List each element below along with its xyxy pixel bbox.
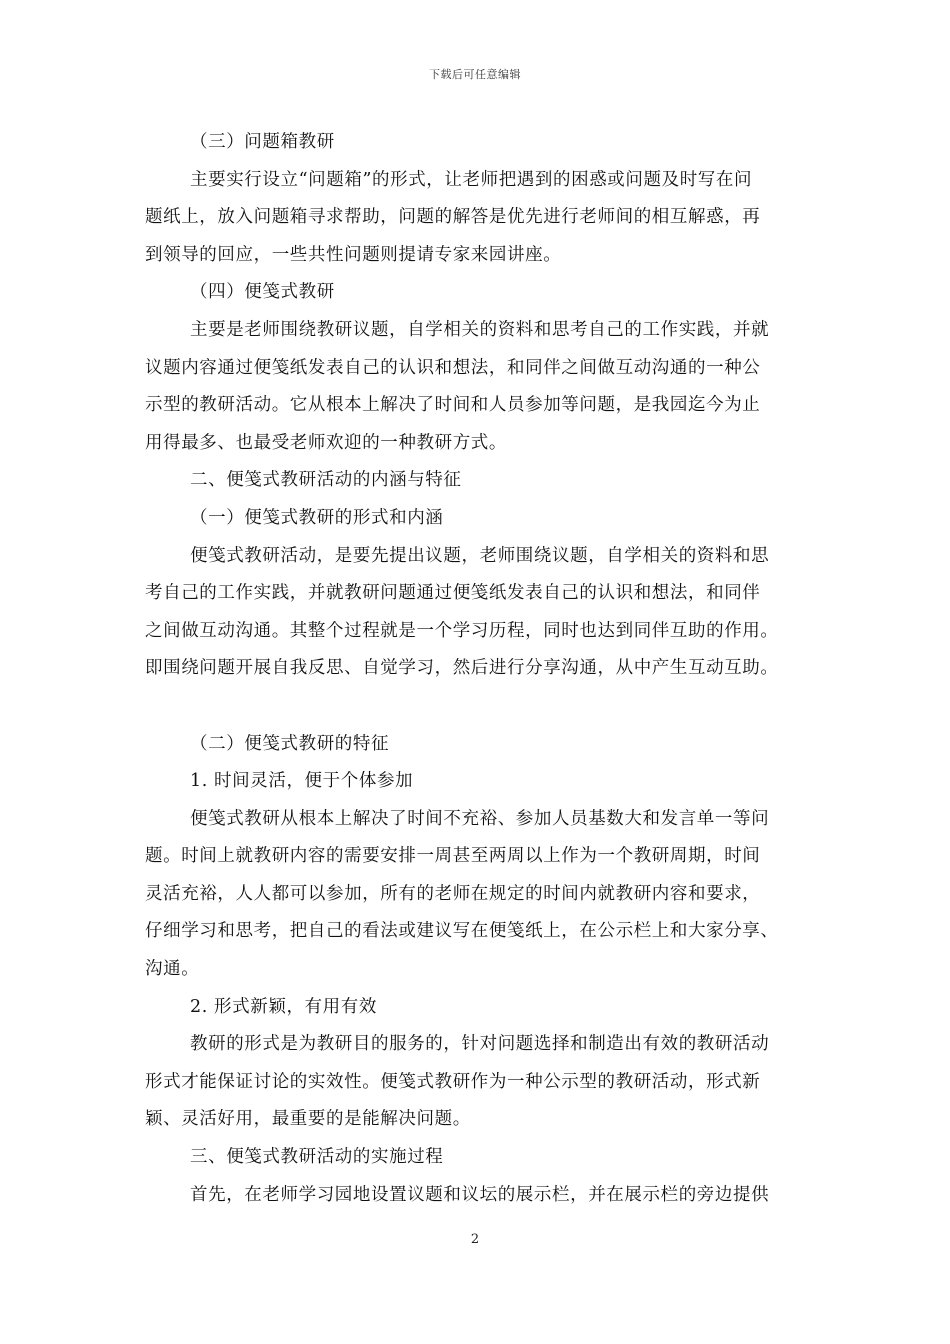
paragraph-line: 题。时间上就教研内容的需要安排一周甚至两周以上作为一个教研周期，时间	[145, 846, 761, 867]
paragraph-line: 之间做互动沟通。其整个过程就是一个学习历程，同时也达到同伴互助的作用。	[145, 620, 779, 641]
paragraph-line: 沟通。	[145, 959, 200, 980]
section-heading: （三）问题箱教研	[190, 132, 335, 152]
section-heading: （一）便笺式教研的形式和内涵	[190, 507, 444, 528]
section-heading: 三、便笺式教研活动的实施过程	[190, 1147, 444, 1168]
paragraph-line: 首先，在老师学习园地设置议题和议坛的展示栏，并在展示栏的旁边提供	[190, 1184, 770, 1205]
paragraph-line: 示型的教研活动。它从根本上解决了时间和人员参加等问题，是我园迄今为止	[145, 395, 761, 416]
page-header-note: 下载后可任意编辑	[429, 68, 521, 81]
numbered-heading: 1. 时间灵活，便于个体参加	[190, 771, 414, 792]
paragraph-line: 题纸上，放入问题箱寻求帮助，问题的解答是优先进行老师间的相互解惑，再	[145, 207, 761, 228]
paragraph-line: 仔细学习和思考，把自己的看法或建议写在便笺纸上，在公示栏上和大家分享、	[145, 921, 779, 942]
paragraph-line: 便笺式教研活动，是要先提出议题，老师围绕议题，自学相关的资料和思	[190, 545, 770, 566]
paragraph-line: 议题内容通过便笺纸发表自己的认识和想法，和同伴之间做互动沟通的一种公	[145, 357, 761, 378]
numbered-heading: 2. 形式新颖，有用有效	[190, 996, 377, 1017]
paragraph-line: 用得最多、也最受老师欢迎的一种教研方式。	[145, 432, 507, 453]
paragraph-line: 到领导的回应，一些共性问题则提请专家来园讲座。	[145, 244, 562, 265]
paragraph-line: 考自己的工作实践，并就教研问题通过便笺纸发表自己的认识和想法，和同伴	[145, 583, 761, 604]
paragraph-line: 灵活充裕，人人都可以参加，所有的老师在规定的时间内就教研内容和要求，	[145, 883, 761, 904]
paragraph-line: 主要实行设立“问题箱”的形式，让老师把遇到的困惑或问题及时写在问	[190, 169, 753, 190]
document-body	[145, 124, 810, 1214]
paragraph-line: 便笺式教研从根本上解决了时间不充裕、参加人员基数大和发言单一等问	[190, 808, 770, 829]
paragraph-line: 颖、灵活好用，最重要的是能解决问题。	[145, 1109, 471, 1130]
blank-line	[145, 688, 810, 726]
section-heading: 二、便笺式教研活动的内涵与特征	[190, 470, 462, 491]
paragraph-line: 主要是老师围绕教研议题，自学相关的资料和思考自己的工作实践，并就	[190, 319, 770, 340]
paragraph-line: 教研的形式是为教研目的服务的，针对问题选择和制造出有效的教研活动	[190, 1034, 770, 1055]
section-heading: （二）便笺式教研的特征	[190, 733, 390, 754]
paragraph-line: 形式才能保证讨论的实效性。便笺式教研作为一种公示型的教研活动，形式新	[145, 1071, 761, 1092]
page-number: 2	[470, 1232, 480, 1247]
paragraph-line: 即围绕问题开展自我反思、自觉学习，然后进行分享沟通，从中产生互动互助。	[145, 658, 779, 679]
section-heading: （四）便笺式教研	[190, 282, 335, 303]
